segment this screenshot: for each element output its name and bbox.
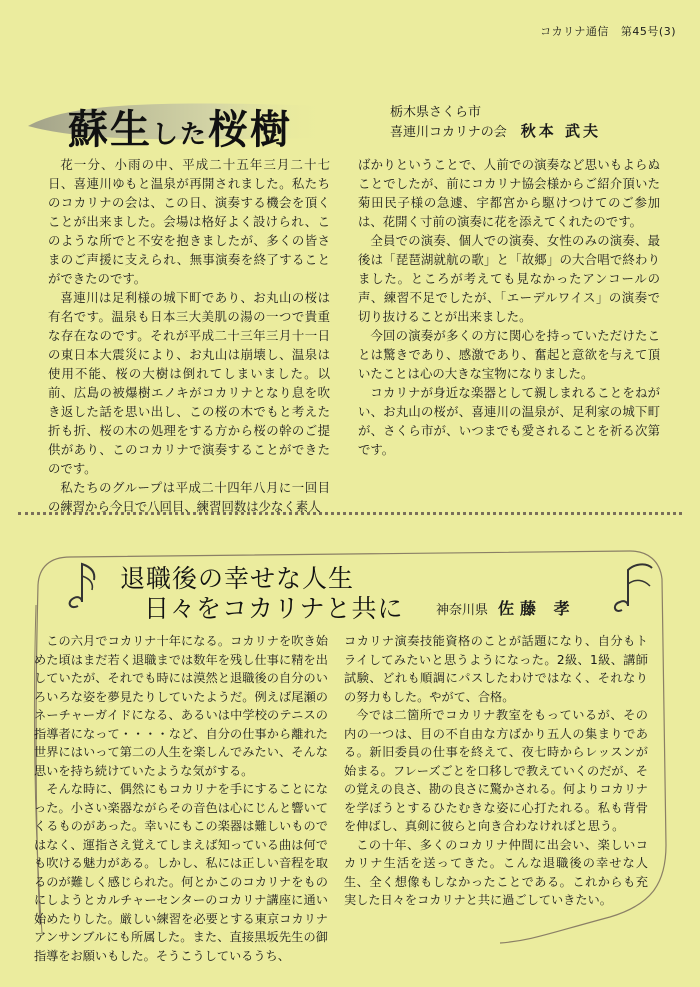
article2-title-line1: 退職後の幸せな人生	[120, 564, 355, 593]
article1-column-1	[48, 155, 330, 516]
article2-title	[120, 564, 404, 624]
paragraph: ばかりということで、人前での演奏など思いもよらぬことでしたが、前にコカリナ協会様からご紹介頂いた菊田民子様の急遽、宇都宮から駆けつけてのご参加は、花開く寸前の演奏に花を添えてくれたのです。	[358, 157, 660, 229]
author1-name: 秋本 武夫	[520, 122, 601, 140]
paragraph: 私たちのグループは平成二十四年八月に一回目の練習から今日で八回目、練習回数は少なく素人	[48, 480, 330, 514]
article2-column-1	[34, 632, 328, 965]
music-note-icon	[612, 560, 656, 616]
paragraph: この十年、多くのコカリナ仲間に出会い、楽しいコカリナ生活を送ってきた。こんな退職後の幸せな人生、全く想像もしなかったことである。これからも充実した日々をコカリナと共に過ごしていきたい。	[344, 837, 648, 907]
paragraph: この六月でコカリナ十年になる。コカリナを吹き始めた頃はまだ若く退職までは数年を残し仕事に精を出していたが、それでも時には漠然と退職後の自分のいろいろな姿を夢見たりしていたようだ。例えば尾瀬のネーチャーガイドになる、あるいは中学校のテニスの指導者になって・・・・など、自分の仕事から離れた世界にはいって第二の人生を楽しんでみたい、そんな思いを持ち続けていたような気がする。	[34, 634, 328, 778]
article2-title-line2: 日々をコカリナと共に	[144, 594, 404, 623]
publication-name: コカリナ通信	[540, 25, 609, 38]
author2-name: 佐藤 孝	[498, 599, 576, 618]
author1-location: 栃木県さくら市	[390, 105, 482, 120]
issue-number: 第45号(3)	[620, 25, 676, 38]
article2-column-2	[344, 632, 648, 910]
paragraph: 喜連川は足利様の城下町であり、お丸山の桜は有名です。温泉も日本三大美肌の湯の一つで貴重な存在なのです。それが平成二十三年三月十一日の東日本大震災により、お丸山は崩壊し、温泉は使用不能、桜の大樹は倒れてしまいました。以前、広島の被爆樹エノキがコカリナとなり息を吹き返した話を思い出し、この桜の木でもと考えた折も折、桜の木の処理をする方から桜の幹のご提供があり、このコカリナで演奏することができたのです。	[48, 290, 330, 476]
author1-group: 喜連川コカリナの会	[390, 125, 507, 140]
page-header	[532, 23, 676, 39]
article1-title-block	[28, 90, 328, 153]
paragraph: 全員での演奏、個人での演奏、女性のみの演奏、最後は「琵琶湖就航の歌」と「故郷」の大合唱で終わりました。ところが考えても見なかったアンコールの声、練習不足でしたが、「エーデルワイス」の演奏で切り抜けることが出来ました。	[358, 233, 660, 324]
paragraph: 今回の演奏が多くの方に関心を持っていただけたことは驚きであり、感激であり、奮起と意欲を与えて頂いたことは心の大きな宝物になりました。	[358, 328, 660, 381]
paragraph: コカリナが身近な楽器として親しまれることをねがい、お丸山の桜が、喜連川の温泉が、足利家の城下町が、さくら市が、いつまでも愛されることを祈る次第です。	[358, 385, 660, 457]
article1-title: 蘇生した桜樹	[68, 106, 293, 153]
article1-author	[390, 104, 601, 142]
article2-author	[436, 596, 576, 619]
paragraph: コカリナ演奏技能資格のことが話題になり、自分もトライしてみたいと思うようになった。2級、1級、講師試験、どれも順調にパスしたわけではなく、それなりの努力もした。やがて、合格。	[344, 634, 648, 704]
section-divider	[18, 512, 682, 515]
paragraph: 花一分、小雨の中、平成二十五年三月二十七日、喜連川ゆもと温泉が再開されました。私たちのコカリナの会は、この日、演奏する機会を頂くことが出来ました。会場は格好よく設けられ、このような所でと不安を抱きましたが、多くの皆さまのご声援に支えられ、無事演奏を終了することができたのです。	[48, 157, 330, 286]
music-note-icon	[64, 558, 104, 614]
author2-location: 神奈川県	[436, 603, 489, 618]
article1-column-2	[358, 155, 660, 459]
paragraph: そんな時に、偶然にもコカリナを手にすることになった。小さい楽器ながらその音色は心にじんと響いてくるものがあった。幸いにもこの楽器は難しいものではなく、運指さえ覚えてしまえば知っている曲は何でも吹ける魅力がある。しかし、私には正しい音程を取るのが難しく感じられた。何とかこのコカリナをものにしようとカルチャーセンターのコカリナ講座に通い始めたりした。厳しい練習を必要とする東京コカリナアンサンブルにも所属した。また、直接黒坂先生の御指導をお願いもした。そうこうしているうち、	[34, 782, 328, 963]
paragraph: 今では二箇所でコカリナ教室をもっているが、その内の一つは、目の不自由な方ばかり五人の集まりである。新旧委員の仕事を終えて、夜七時からレッスンが始まる。フレーズごとを口移しで教えていくのだが、その覚えの良さ、勘の良さに驚かされる。何よりコカリナを学ぼうとするひたむきな姿に心打たれる。私も背骨を伸ばし、真剣に彼らと向き合わなければと思う。	[344, 708, 648, 833]
